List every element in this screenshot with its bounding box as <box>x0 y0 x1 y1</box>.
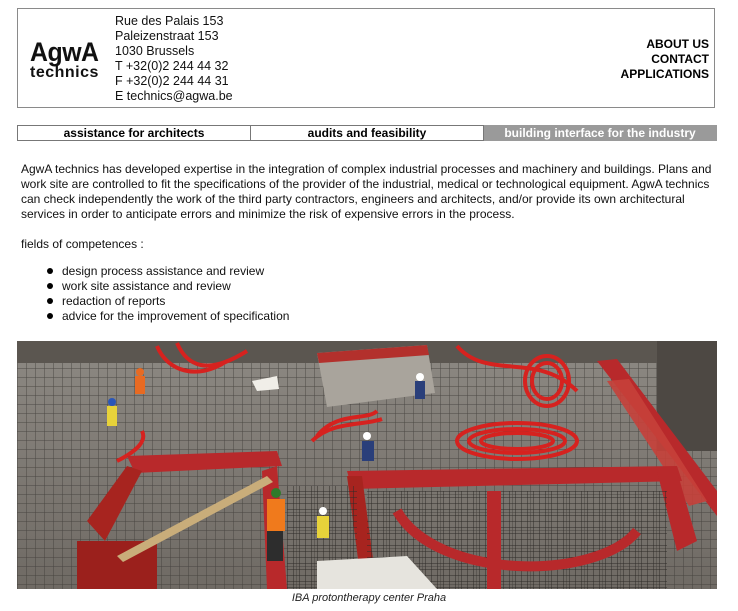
address-line-phone: T +32(0)2 244 44 32 <box>115 59 229 73</box>
list-item: advice for the improvement of specification <box>21 309 715 324</box>
tab-building-interface-for-the-industry[interactable]: building interface for the industry <box>484 125 717 141</box>
agwa-logo[interactable] <box>30 39 105 81</box>
fields-title: fields of competences : <box>21 237 144 251</box>
bullet-icon <box>47 313 53 319</box>
tab-assistance-for-architects[interactable]: assistance for architects <box>17 125 251 141</box>
list-item: work site assistance and review <box>21 279 715 294</box>
list-item: redaction of reports <box>21 294 715 309</box>
competences-list <box>21 264 715 324</box>
main-content <box>21 162 715 324</box>
address-block <box>115 14 233 104</box>
top-nav <box>621 37 709 82</box>
nav-link-about-us[interactable]: ABOUT US <box>646 37 709 51</box>
intro-paragraph: AgwA technics has developed expertise in the integration of complex industrial processes and machinery and buildings. Plans and work site are controlled to fit the specifications of the provider of the industrial, medical or technological equipment. AgwA technics can check independently the work of the third party contractors, engineers and architects, and/or provide its own architectural services in order to anticipate errors and minimize the risk of expensive errors in the process. <box>21 162 712 221</box>
list-item: design process assistance and review <box>21 264 715 279</box>
bullet-icon <box>47 298 53 304</box>
nav-link-applications[interactable]: APPLICATIONS <box>620 67 709 81</box>
address-line-fax: F +32(0)2 244 44 31 <box>115 74 229 88</box>
logo-sub: technics <box>30 64 99 81</box>
address-line-email: E technics@agwa.be <box>115 89 233 103</box>
bullet-icon <box>47 283 53 289</box>
nav-link-contact[interactable]: CONTACT <box>651 52 709 66</box>
logo-main: AgwA <box>30 37 99 67</box>
address-line-city: 1030 Brussels <box>115 44 195 58</box>
address-line-street-fr: Rue des Palais 153 <box>115 14 224 28</box>
tab-audits-and-feasibility[interactable]: audits and feasibility <box>251 125 484 141</box>
address-line-street-nl: Paleizenstraat 153 <box>115 29 219 43</box>
bullet-icon <box>47 268 53 274</box>
section-tabs <box>17 125 717 141</box>
photo-caption: IBA protontherapy center Praha <box>291 592 447 604</box>
construction-site-photo <box>17 341 717 589</box>
header-box <box>17 8 715 108</box>
